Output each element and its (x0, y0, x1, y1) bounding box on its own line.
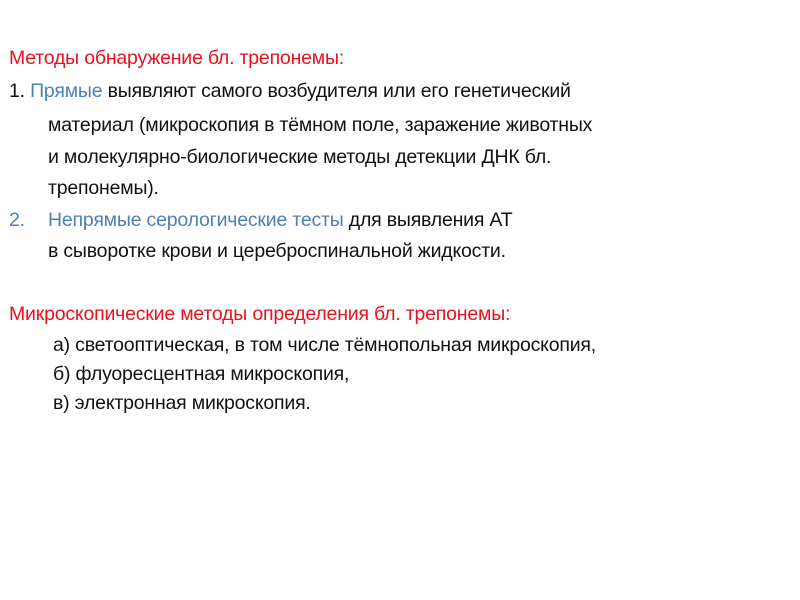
list-item-1-highlight: Прямые (30, 80, 103, 102)
list-item-2-highlight: Непрямые серологические тесты (48, 209, 344, 231)
list-item-2-marker: 2. (9, 209, 25, 231)
section2-heading: Микроскопические методы определения бл. трепонемы: (9, 303, 511, 325)
list-item-2-line-2: в сыворотке крови и цереброспинальной жидкости. (48, 240, 506, 262)
section1-heading: Методы обнаружение бл. трепонемы: (9, 47, 345, 69)
list-item-1-line-3: и молекулярно-биологические методы детекции ДНК бл. (48, 146, 552, 168)
microscopy-item-a: а) светооптическая, в том числе тёмнопольная микроскопия, (53, 334, 596, 356)
list-item-1-line-2: материал (микроскопия в тёмном поле, заражение животных (48, 114, 593, 136)
list-item-1-line-4: трепонемы). (48, 177, 159, 199)
microscopy-item-b: б) флуоресцентная микроскопия, (53, 363, 350, 385)
list-item-2-line-1 (48, 208, 512, 232)
list-item-1-line-1 (9, 79, 571, 103)
list-item-1-text: выявляют самого возбудителя или его генетический (107, 80, 571, 102)
microscopy-item-c: в) электронная микроскопия. (53, 392, 311, 414)
list-item-1-marker: 1. (9, 80, 25, 102)
list-item-2-text: для выявления АТ (348, 209, 513, 231)
